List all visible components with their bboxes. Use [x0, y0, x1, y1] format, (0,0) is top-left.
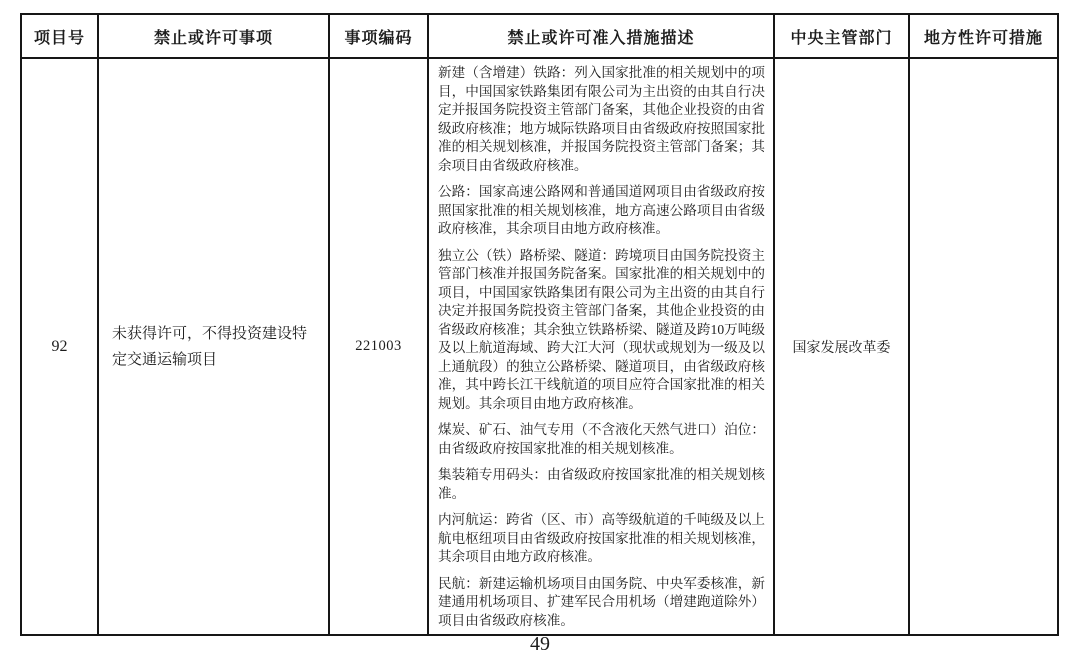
cell-measures	[428, 58, 774, 635]
negative-list-table	[20, 13, 1059, 636]
cell-code: 221003	[329, 58, 428, 635]
measure-paragraph-container-wharf: 集装箱专用码头：由省级政府按国家批准的相关规划核准。	[438, 467, 765, 501]
col-header-item-no: 项目号	[21, 14, 98, 58]
table-header-row	[21, 14, 1058, 58]
col-header-matter: 禁止或许可事项	[98, 14, 329, 58]
col-header-central-dept: 中央主管部门	[774, 14, 909, 58]
page-number: 49	[530, 633, 550, 655]
measure-paragraph-bridge-tunnel: 独立公（铁）路桥梁、隧道：跨境项目由国务院投资主管部门核准并报国务院备案。国家批准的相关规划中的项目，中国国家铁路集团有限公司为主出资的由其自行决定并报国务院投资主管部门备案，其他企业投资的由省级政府核准；其余独立铁路桥梁、隧道及跨10万吨级及以上航道海域、跨大江大河（现状或规划为一级及以上通航段）的独立公路桥梁、隧道项目，由省级政府核准，其中跨长江干线航道的项目应符合国家批准的相关规划。其余项目由地方政府核准。	[438, 247, 765, 411]
col-header-measure-desc: 禁止或许可准入措施描述	[428, 14, 774, 58]
cell-central-dept: 国家发展改革委	[774, 58, 909, 635]
cell-matter: 未获得许可，不得投资建设特定交通运输项目	[98, 58, 329, 635]
col-header-code: 事项编码	[329, 14, 428, 58]
table-row	[21, 58, 1058, 635]
measure-paragraph-railway: 新建（含增建）铁路：列入国家批准的相关规划中的项目，中国国家铁路集团有限公司为主出资的由其自行决定并报国务院投资主管部门备案，其他企业投资的由省级政府核准；地方城际铁路项目由省级政府按照国家批准的相关规划核准，并报国务院投资主管部门备案；其余项目由省级政府核准。	[438, 65, 765, 173]
col-header-local-measure: 地方性许可措施	[909, 14, 1058, 58]
cell-item-no: 92	[21, 58, 98, 635]
measure-paragraph-inland-waterway: 内河航运：跨省（区、市）高等级航道的千吨级及以上航电枢纽项目由省级政府按国家批准的相关规划核准，其余项目由地方政府核准。	[438, 512, 765, 564]
measure-paragraph-berth: 煤炭、矿石、油气专用（不含液化天然气进口）泊位：由省级政府按国家批准的相关规划核准。	[438, 422, 765, 456]
measure-paragraph-civil-aviation: 民航：新建运输机场项目由国务院、中央军委核准，新建通用机场项目、扩建军民合用机场（增建跑道除外）项目由省级政府核准。	[438, 575, 765, 628]
cell-local-measure	[909, 58, 1058, 635]
measure-paragraph-highway: 公路：国家高速公路网和普通国道网项目由省级政府按照国家批准的相关规划核准，地方高速公路项目由省级政府核准，其余项目由地方政府核准。	[438, 184, 765, 236]
